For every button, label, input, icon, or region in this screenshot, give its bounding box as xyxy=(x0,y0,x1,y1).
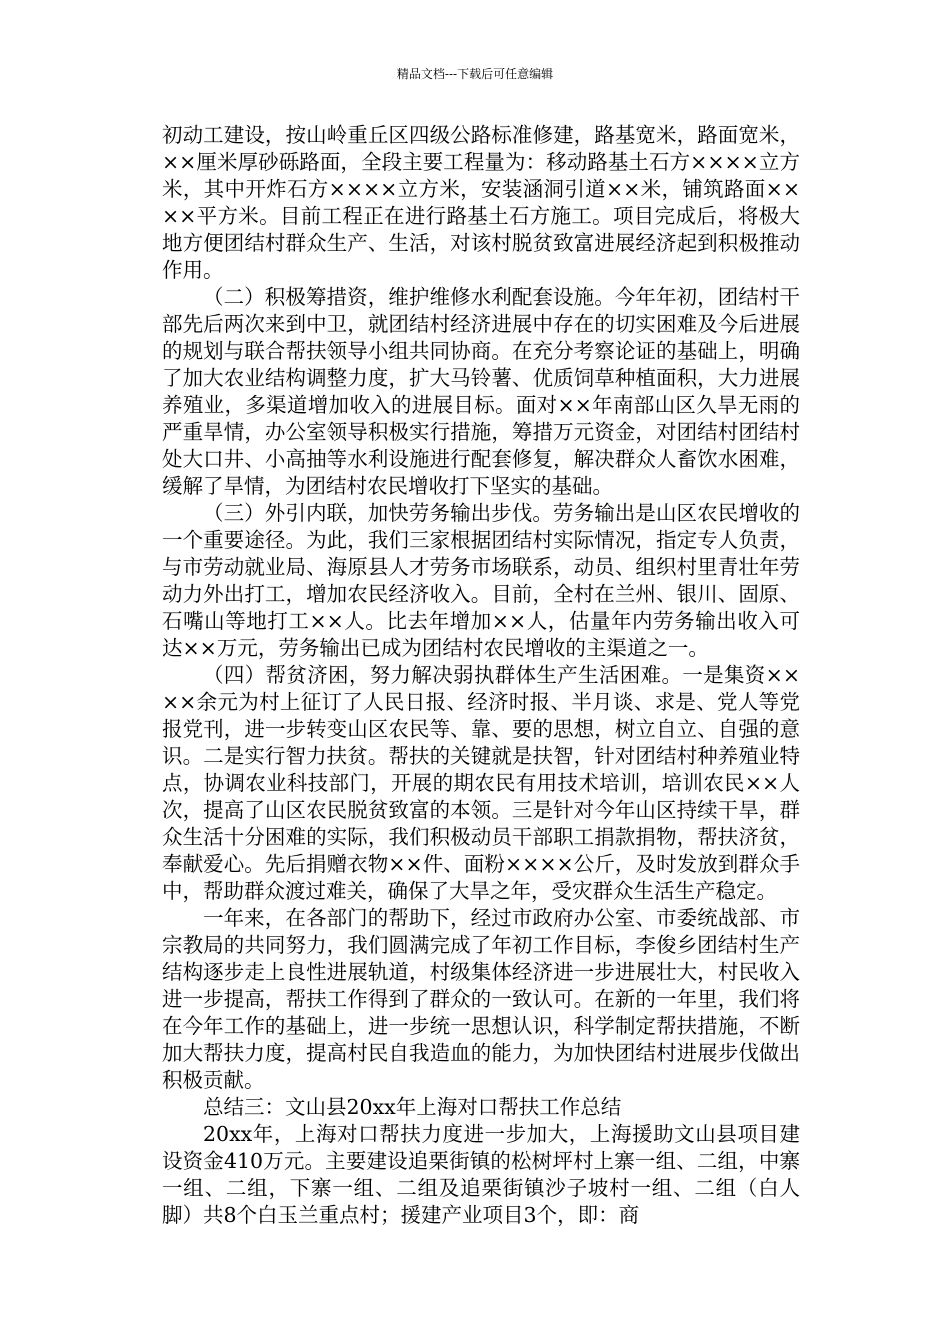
paragraph-year-summary: 一年来，在各部门的帮助下，经过市政府办公室、市委统战部、市宗教局的共同努力，我们圆满完成了年初工作目标，李俊乡团结村生产结构逐步走上良性进展轨道，村级集体经济进一步进展壮大，村民收入进一步提高，帮扶工作得到了群众的一致认可。在新的一年里，我们将在今年工作的基础上，进一步统一思想认识，科学制定帮扶措施，不断加大帮扶力度，提高村民自我造血的能力，为加快团结村进展步伐做出积极贡献。 xyxy=(162,906,800,1092)
paragraph-labor-export: （三）外引内联，加快劳务输出步伐。劳务输出是山区农民增收的一个重要途径。为此，我们三家根据团结村实际情况，指定专人负责，与市劳动就业局、海原县人才劳务市场联系，动员、组织村里青壮年劳动力外出打工，增加农民经济收入。目前，全村在兰州、银川、固原、石嘴山等地打工××人。比去年增加××人，估量年内劳务输出收入可达××万元，劳务输出已成为团结村农民增收的主渠道之一。 xyxy=(162,501,800,660)
paragraph-shanghai-aid: 20xx年，上海对口帮扶力度进一步加大，上海援助文山县项目建设资金410万元。主要建设追栗街镇的松树坪村上寨一组、二组，中寨一组、二组，下寨一组、二组及追栗街镇沙子坡村一组、二组（白人脚）共8个白玉兰重点村；援建产业项目3个，即：商 xyxy=(162,1122,800,1227)
section-heading-summary-three: 总结三：文山县20xx年上海对口帮扶工作总结 xyxy=(203,1095,622,1119)
paragraph-road-construction: 初动工建设，按山岭重丘区四级公路标准修建，路基宽米，路面宽米，××厘米厚砂砾路面，全段主要工程量为：移动路基土石方××××立方米，其中开炸石方××××立方米，安装涵洞引道××米，铺筑路面××××平方米。目前工程正在进行路基土石方施工。项目完成后，将极大地方便团结村群众生产、生活，对该村脱贫致富进展经济起到积极推动作用。 xyxy=(162,123,800,282)
page-header: 精品文档---下载后可任意编辑 xyxy=(396,67,554,81)
paragraph-poverty-relief: （四）帮贫济困，努力解决弱执群体生产生活困难。一是集资××××余元为村上征订了人民日报、经济时报、半月谈、求是、党人等党报党刊，进一步转变山区农民等、靠、要的思想，树立自立、自强的意识。二是实行智力扶贫。帮扶的关键就是扶智，针对团结村种养殖业特点，协调农业科技部门，开展的期农民有用技术培训，培训农民××人次，提高了山区农民脱贫致富的本领。三是针对今年山区持续干旱，群众生活十分困难的实际，我们积极动员干部职工捐款捐物，帮扶济贫，奉献爱心。先后捐赠衣物××件、面粉××××公斤，及时发放到群众手中，帮助群众渡过难关，确保了大旱之年，受灾群众生活生产稳定。 xyxy=(162,663,800,903)
paragraph-water-facilities: （二）积极筹措资，维护维修水利配套设施。今年年初，团结村干部先后两次来到中卫，就团结村经济进展中存在的切实困难及今后进展的规划与联合帮扶领导小组共同协商。在充分考察论证的基础上，明确了加大农业结构调整力度，扩大马铃薯、优质饲草种植面积，大力进展养殖业，多渠道增加收入的进展目标。面对××年南部山区久旱无雨的严重旱情，办公室领导积极实行措施，筹措万元资金，对团结村团结村处大口井、小高抽等水利设施进行配套修复，解决群众人畜饮水困难，缓解了旱情，为团结村农民增收打下坚实的基础。 xyxy=(162,285,800,498)
document-body xyxy=(162,122,800,1229)
